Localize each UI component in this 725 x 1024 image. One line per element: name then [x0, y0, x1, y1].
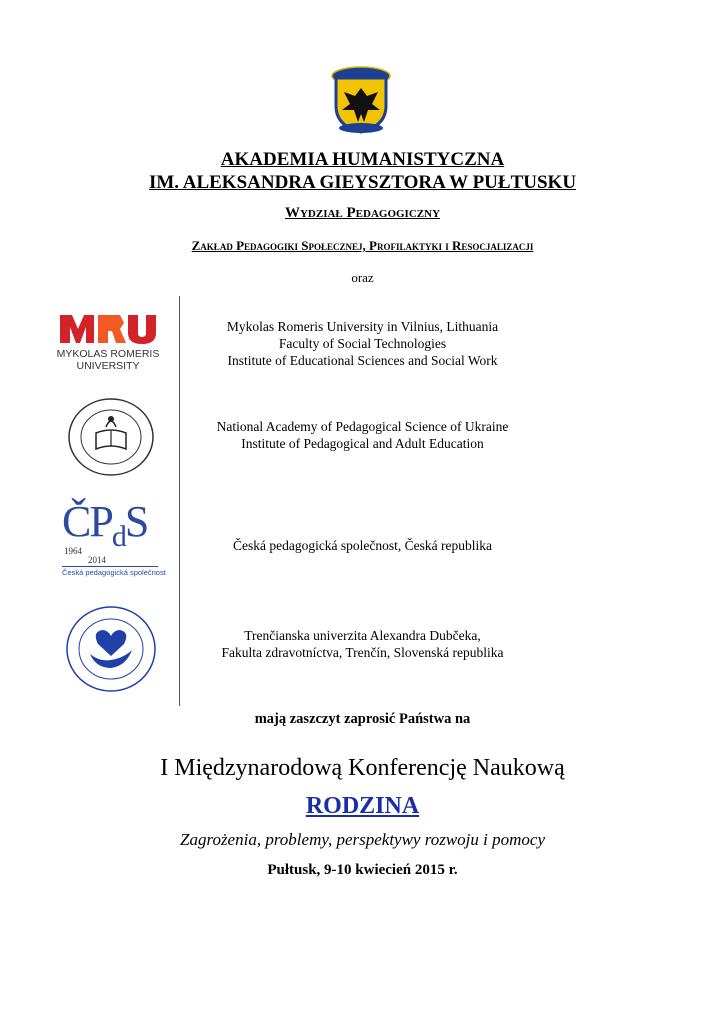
cpds-caption: Česká pedagogická společnost	[62, 568, 166, 577]
academy-name-line1: AKADEMIA HUMANISTYCZNA	[220, 149, 505, 170]
ukraine-academy-seal-icon	[66, 397, 156, 477]
academy-name-line2: IM. ALEKSANDRA GIEYSZTORA W PUŁTUSKU	[148, 172, 577, 193]
place-and-date: Pułtusk, 9-10 kwiecień 2015 r.	[267, 862, 458, 878]
partner1-line2: Faculty of Social Technologies	[278, 336, 447, 351]
university-crest-icon	[330, 66, 392, 134]
partner4-line2: Fakulta zdravotníctva, Trenčín, Slovenská republika	[221, 645, 504, 660]
conference-title: I Międzynarodową Konferencję Naukową	[160, 755, 565, 781]
cpds-year-end: 2014	[88, 555, 106, 565]
faculty-name: Wydział Pedagogiczny	[284, 205, 441, 221]
cpds-year-start: 1964	[64, 546, 82, 556]
partner2-line2: Institute of Pedagogical and Adult Education	[241, 436, 484, 451]
conference-subtitle: Zagrożenia, problemy, perspektywy rozwoju i pomocy	[180, 830, 545, 849]
trencin-faculty-seal-icon	[64, 604, 158, 694]
department-name: Zakład Pedagogiki Społecznej, Profilaktyki i Resocjalizacji	[191, 238, 534, 253]
mru-logo-text-1: MYKOLAS ROMERIS	[56, 348, 160, 360]
cpds-logo: $ČP_dS$ 1964 2014 Česká pedagogická společnost	[62, 497, 166, 577]
invitation-text: mają zaszczyt zaprosić Państwa na	[254, 711, 471, 727]
mru-logo-text-2: UNIVERSITY	[76, 360, 140, 372]
partner1-line3: Institute of Educational Sciences and Social Work	[227, 353, 498, 368]
partner4-line1: Trenčianska univerzita Alexandra Dubčeka,	[244, 628, 481, 643]
partner3-line1: Česká pedagogická společnost, Česká republika	[232, 538, 493, 553]
mru-logo-icon	[58, 313, 158, 345]
conference-name: RODZINA	[305, 793, 420, 819]
partner2-line1: National Academy of Pedagogical Science of Ukraine	[216, 419, 509, 434]
oraz-text: oraz	[351, 270, 374, 285]
partner1-line1: Mykolas Romeris University in Vilnius, Lithuania	[226, 319, 499, 334]
